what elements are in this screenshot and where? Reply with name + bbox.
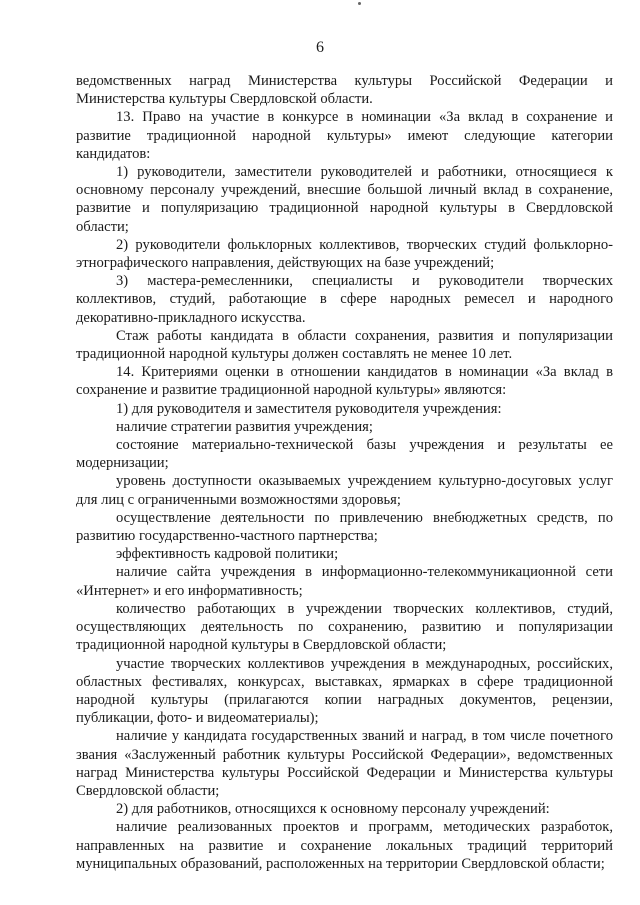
paragraph: эффективность кадровой политики; (116, 546, 339, 563)
page-number: 6 (316, 39, 324, 56)
paragraph: 1) для руководителя и заместителя руководителя учреждения: (116, 400, 502, 417)
paragraph: наличие сайта учреждения в информационно-телекоммуникационной сети «Интернет» и его информативность; (76, 564, 613, 599)
paragraph: уровень доступности оказываемых учреждением культурно-досуговых услуг для лиц с ограниченными возможностями здоровья; (76, 473, 613, 508)
document-body (76, 72, 613, 873)
paragraph: 13. Право на участие в конкурсе в номинации «За вклад в сохранение и развитие традиционной народной культуры» имеют следующие категории кандидатов: (76, 109, 613, 162)
paragraph: ведомственных наград Министерства культуры Российской Федерации и Министерства культуры Свердловской области. (76, 73, 613, 108)
scan-speck (358, 2, 361, 5)
paragraph: 2) для работников, относящихся к основному персоналу учреждений: (116, 801, 550, 818)
paragraph: осуществление деятельности по привлечению внебюджетных средств, по развитию государственно-частного партнерства; (76, 509, 613, 545)
paragraph: 1) руководители, заместители руководителей и работники, относящиеся к основному персоналу учреждений, внесшие большой личный вклад в сохранение, развитие и популяризацию традиционной народной культуры в Свердловской области; (76, 164, 613, 235)
paragraph: участие творческих коллективов учреждения в международных, российских, областных фестивалях, конкурсах, выставках, ярмарках в сфере традиционной народной культуры (прилагаются копии наградных документов, рецензии, публикации, фото- и видеоматериалы); (76, 655, 613, 727)
paragraph: наличие реализованных проектов и программ, методических разработок, направленных на развитие и сохранение локальных традиций территорий муниципальных образований, расположенных на территории Свердловской области; (76, 819, 613, 872)
paragraph: наличие у кандидата государственных званий и наград, в том числе почетного звания «Заслуженный работник культуры Российской Федерации», ведомственных наград Министерства культуры Российской Федерации и Министерства культуры Свердловской области; (76, 728, 613, 799)
paragraph: 14. Критериями оценки в отношении кандидатов в номинации «За вклад в сохранение и развитие традиционной народной культуры» являются: (76, 364, 613, 399)
paragraph: состояние материально-технической базы учреждения и результаты ее модернизации; (76, 437, 613, 472)
paragraph: 2) руководители фольклорных коллективов, творческих студий фольклорно-этнографического направления, действующих на базе учреждений; (76, 236, 613, 272)
paragraph: Стаж работы кандидата в области сохранения, развития и популяризации традиционной народной культуры должен составлять не менее 10 лет. (76, 327, 613, 363)
paragraph: 3) мастера-ремесленники, специалисты и руководители творческих коллективов, студий, работающие в сфере народных ремесел и народного декоративно-прикладного искусства. (76, 273, 613, 326)
paragraph: наличие стратегии развития учреждения; (116, 418, 373, 435)
paragraph: количество работающих в учреждении творческих коллективов, студий, осуществляющих деятельность по сохранению, развитию и популяризации традиционной народной культуры в Свердловской области; (76, 600, 613, 654)
